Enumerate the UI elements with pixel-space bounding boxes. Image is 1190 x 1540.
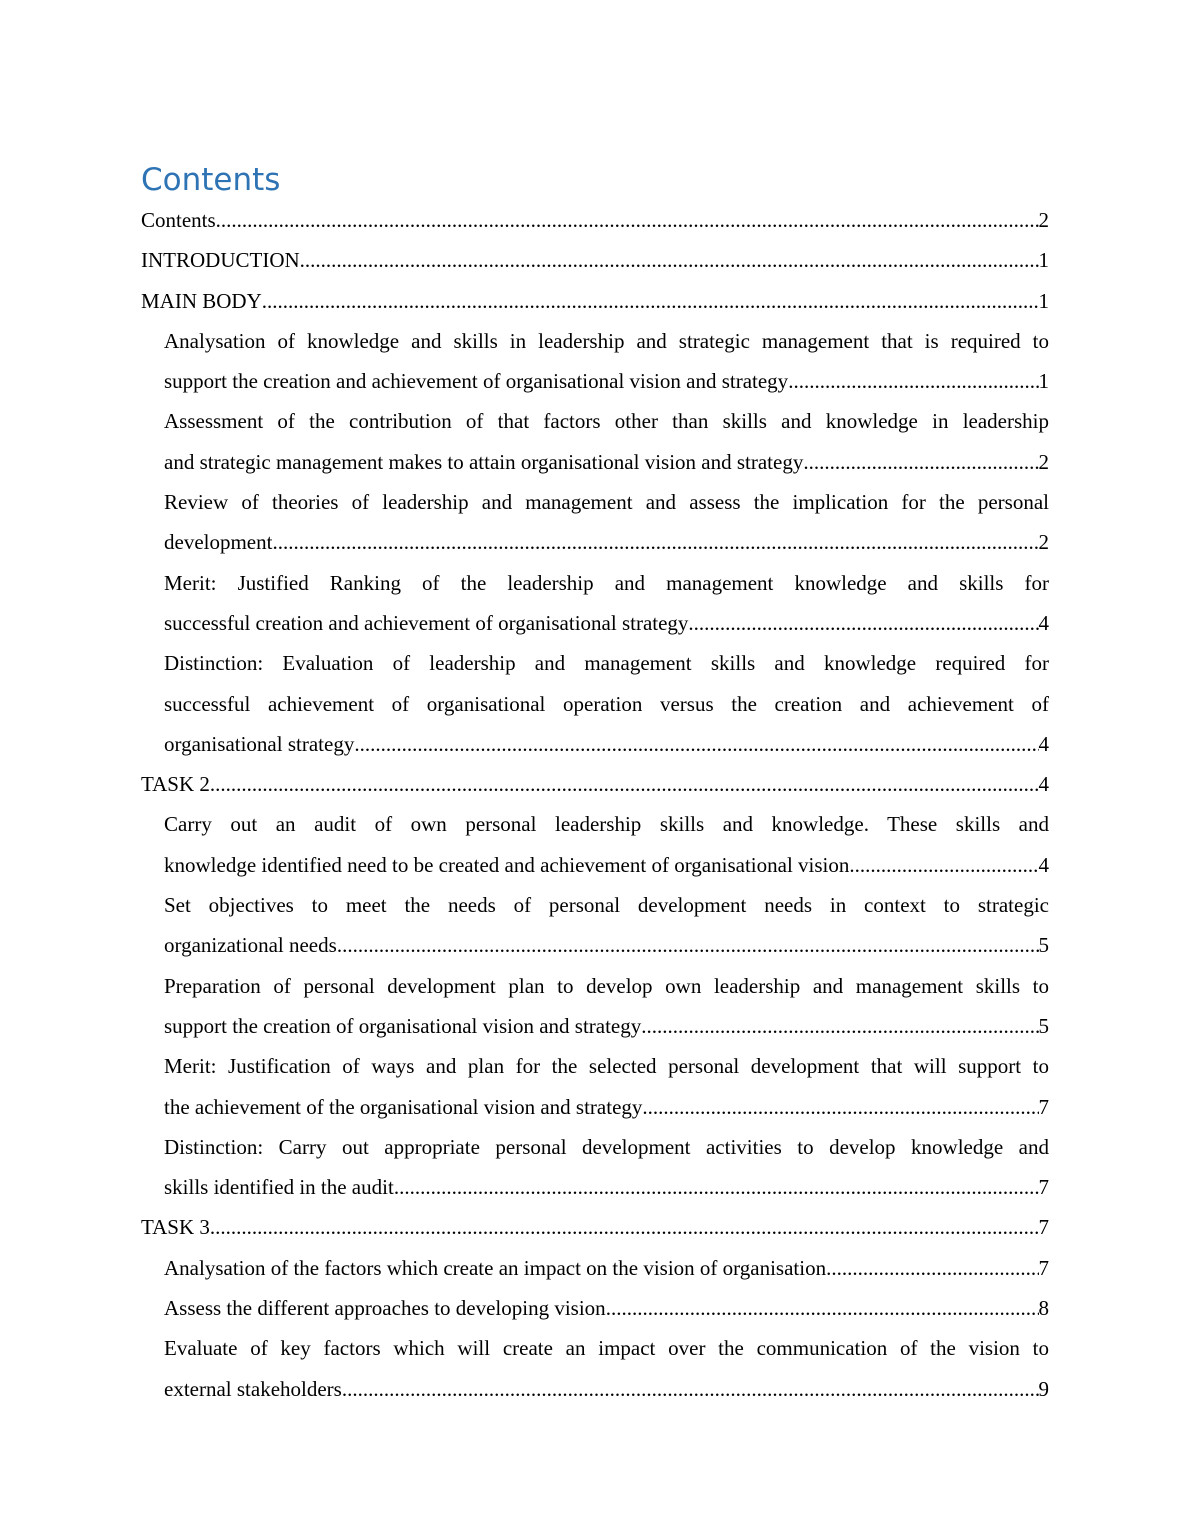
toc-entry-title: and strategic management makes to attain organisational vision and strategy [164, 449, 804, 474]
document-page [141, 160, 1049, 1409]
toc-entry-title: organizational needs [164, 933, 337, 958]
toc-entry-title: support the creation of organisational vision and strategy [164, 1013, 642, 1038]
toc-page-number: 4 [1038, 852, 1049, 877]
dot-leader [394, 1167, 1039, 1207]
toc-entry-title: MAIN BODY [141, 288, 262, 313]
toc-entry-title: development [164, 530, 273, 555]
toc-entry-title: Contents [141, 208, 216, 232]
toc-page-number: 2 [1038, 208, 1049, 232]
toc-entry-last-line [141, 281, 1049, 321]
toc-entry-title-line: Merit: Justified Ranking of the leadership and management knowledge and skills for [164, 570, 1049, 595]
toc-entry-last-line [164, 1167, 1049, 1207]
dot-leader [210, 764, 1039, 804]
toc-entry[interactable] [141, 200, 1049, 240]
toc-entry-title-line: Carry out an audit of own personal leadership skills and knowledge. These skills and [164, 812, 1049, 837]
toc-entry[interactable] [141, 764, 1049, 804]
toc-entry-last-line [141, 200, 1049, 240]
toc-page-number: 1 [1038, 369, 1049, 394]
toc-entry-title: knowledge identified need to be created and achievement of organisational vision [164, 852, 850, 877]
dot-leader [216, 200, 1039, 240]
toc-entry[interactable] [141, 643, 1049, 764]
toc-entry-last-line [141, 764, 1049, 804]
toc-entry-last-line [164, 1006, 1049, 1046]
toc-page-number: 4 [1038, 610, 1049, 635]
dot-leader [826, 1248, 1038, 1288]
toc-entry-title-line: Distinction: Carry out appropriate personal development activities to develop knowledge and [164, 1134, 1049, 1159]
toc-page-number: 7 [1038, 1215, 1049, 1240]
toc-entry-title: successful creation and achievement of organisational strategy [164, 610, 689, 635]
toc-entry[interactable] [141, 1288, 1049, 1328]
toc-entry[interactable] [141, 1248, 1049, 1288]
dot-leader [641, 1006, 1038, 1046]
toc-entry[interactable] [141, 281, 1049, 321]
toc-entry-title-line: Preparation of personal development plan to develop own leadership and management skills to [164, 973, 1049, 998]
toc-entry-last-line [164, 361, 1049, 401]
toc-page-number: 5 [1038, 933, 1049, 958]
toc-entry[interactable] [141, 240, 1049, 280]
toc-entry[interactable] [141, 1328, 1049, 1409]
dot-leader [272, 522, 1038, 562]
toc-entry-title: external stakeholders [164, 1376, 342, 1401]
toc-entry-title-line: successful achievement of organisational operation versus the creation and achievement of [164, 691, 1049, 716]
toc-entry[interactable] [141, 1046, 1049, 1127]
toc-entry-title: TASK 2 [141, 772, 210, 797]
toc-entry-title-line: Review of theories of leadership and management and assess the implication for the personal [164, 490, 1049, 515]
toc-entry-title-line: Distinction: Evaluation of leadership and management skills and knowledge required for [164, 651, 1049, 676]
toc-entry-title-line: Evaluate of key factors which will create an impact over the communication of the vision to [164, 1336, 1049, 1361]
toc-entry-last-line [164, 724, 1049, 764]
toc-page-number: 1 [1038, 248, 1049, 273]
toc-entry-title: skills identified in the audit [164, 1175, 394, 1200]
toc-page-number: 7 [1038, 1175, 1049, 1200]
dot-leader [262, 281, 1039, 321]
toc-page-number: 7 [1038, 1255, 1049, 1280]
dot-leader [210, 1207, 1039, 1247]
dot-leader [342, 1369, 1039, 1409]
toc-entry-title: the achievement of the organisational vision and strategy [164, 1094, 643, 1119]
dot-leader [606, 1288, 1039, 1328]
toc-entry-last-line [164, 603, 1049, 643]
toc-heading: Contents [141, 162, 281, 198]
toc-entry-title: TASK 3 [141, 1215, 210, 1240]
toc-entry[interactable] [141, 1207, 1049, 1247]
toc-entry-last-line [164, 1288, 1049, 1328]
toc-entry[interactable] [141, 401, 1049, 482]
toc-page-number: 2 [1038, 530, 1049, 555]
toc-page-number: 9 [1038, 1376, 1049, 1401]
toc-page-number: 2 [1038, 449, 1049, 474]
toc-entry[interactable] [141, 966, 1049, 1047]
toc-entry-title: Assess the different approaches to developing vision [164, 1296, 606, 1321]
toc-entry-last-line [164, 925, 1049, 965]
toc-entry-last-line [164, 442, 1049, 482]
dot-leader [688, 603, 1038, 643]
toc-entry-title: Analysation of the factors which create an impact on the vision of organisation [164, 1255, 827, 1280]
toc-entry[interactable] [141, 804, 1049, 885]
toc-page-number: 4 [1038, 731, 1049, 756]
toc-entry[interactable] [141, 885, 1049, 966]
toc-entry-title-line: Assessment of the contribution of that factors other than skills and knowledge in leadership [164, 409, 1049, 434]
dot-leader [803, 442, 1038, 482]
dot-leader [300, 240, 1039, 280]
toc-entry-last-line [164, 1087, 1049, 1127]
toc-entry-last-line [164, 1369, 1049, 1409]
toc-entry-last-line [164, 1248, 1049, 1288]
toc-entry[interactable] [141, 563, 1049, 644]
toc-page-number: 7 [1038, 1094, 1049, 1119]
toc-page-number: 5 [1038, 1013, 1049, 1038]
toc-entry-last-line [141, 240, 1049, 280]
dot-leader [337, 925, 1039, 965]
toc-entry[interactable] [141, 321, 1049, 402]
dot-leader [788, 361, 1038, 401]
toc-entry-last-line [164, 845, 1049, 885]
dot-leader [849, 845, 1038, 885]
toc-entry-title: INTRODUCTION [141, 248, 300, 273]
toc-page-number: 4 [1038, 772, 1049, 797]
toc-entry-title: support the creation and achievement of organisational vision and strategy [164, 369, 789, 394]
toc-entry-last-line [164, 522, 1049, 562]
toc-entry-last-line [141, 1207, 1049, 1247]
toc-page-number: 1 [1038, 288, 1049, 313]
toc-entry-title-line: Set objectives to meet the needs of personal development needs in context to strategic [164, 893, 1049, 918]
dot-leader [354, 724, 1038, 764]
toc-page-number: 8 [1038, 1296, 1049, 1321]
toc-entry[interactable] [141, 1127, 1049, 1208]
toc-entry-title: organisational strategy [164, 731, 355, 756]
dot-leader [642, 1087, 1038, 1127]
toc-entry-title-line: Merit: Justification of ways and plan for the selected personal development that will support to [164, 1054, 1049, 1079]
toc-list [141, 200, 1049, 1409]
toc-entry-title-line: Analysation of knowledge and skills in leadership and strategic management that is required to [164, 328, 1049, 353]
toc-entry[interactable] [141, 482, 1049, 563]
